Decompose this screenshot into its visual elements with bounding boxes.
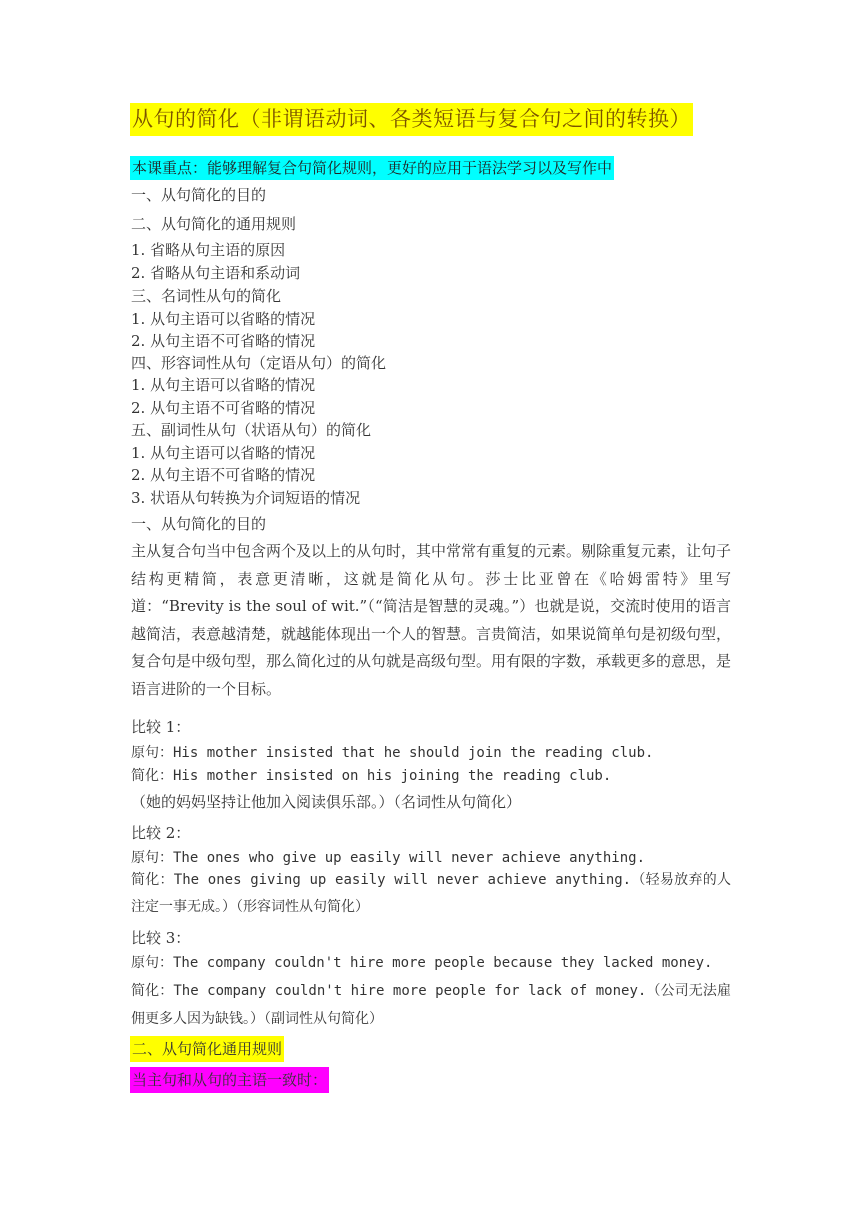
outline-item: 五、副词性从句（状语从句）的简化 [131, 421, 372, 439]
comparison-note: （她的妈妈坚持让他加入阅读俱乐部。）（名词性从句简化） [131, 793, 522, 811]
document-title: 从句的简化（非谓语动词、各类短语与复合句之间的转换） [130, 103, 693, 136]
lesson-focus: 本课重点：能够理解复合句简化规则，更好的应用于语法学习以及写作中 [130, 156, 614, 180]
outline-item: 1. 从句主语可以省略的情况 [131, 310, 316, 328]
outline-item: 2. 从句主语不可省略的情况 [131, 466, 316, 484]
comparison-label: 比较 1： [131, 718, 191, 736]
comparison-label: 比较 3： [131, 929, 191, 947]
outline-item: 四、形容词性从句（定语从句）的简化 [131, 354, 387, 372]
outline-item: 一、从句简化的目的 [131, 186, 267, 204]
section-heading: 一、从句简化的目的 [131, 515, 267, 533]
original-sentence: 原句：The company couldn't hire more people because they lacked money. [131, 955, 713, 971]
section-heading: 二、从句简化通用规则 [130, 1036, 284, 1062]
simplified-sentence: 简化：His mother insisted on his joining the reading club. [131, 768, 612, 784]
original-sentence: 原句：The ones who give up easily will never achieve anything. [131, 850, 646, 866]
outline-item: 1. 从句主语可以省略的情况 [131, 444, 316, 462]
comparison-label: 比较 2： [131, 824, 191, 842]
outline-item: 2. 省略从句主语和系动词 [131, 264, 301, 282]
original-sentence: 原句：His mother insisted that he should join the reading club. [131, 745, 654, 761]
simplified-sentence: 简化：The company couldn't hire more people for lack of money.（公司无法雇佣更多人因为缺钱。）（副词性从句简化） [131, 983, 731, 1027]
outline-item: 3. 状语从句转换为介词短语的情况 [131, 489, 361, 507]
outline-item: 三、名词性从句的简化 [131, 287, 282, 305]
outline-item: 2. 从句主语不可省略的情况 [131, 332, 316, 350]
outline-item: 1. 省略从句主语的原因 [131, 241, 286, 259]
outline-item: 二、从句简化的通用规则 [131, 215, 297, 233]
simplified-sentence: 简化：The ones giving up easily will never achieve anything.（轻易放弃的人注定一事无成。）（形容词性从句简化） [131, 872, 731, 915]
outline-item: 2. 从句主语不可省略的情况 [131, 399, 316, 417]
body-paragraph: 主从复合句当中包含两个及以上的从句时，其中常常有重复的元素。剔除重复元素，让句子结构更精简，表意更清晰，这就是简化从句。莎士比亚曾在《哈姆雷特》里写道：“Brevity is the soul of wit.”（“简洁是智慧的灵魂。”）也就是说，交流时使用的语言越简洁，表意越清楚，就越能体现出一个人的智慧。言贵简洁，如果说简单句是初级句型，复合句是中级句型，那么简化过的从句就是高级句型。用有限的字数，承载更多的意思，是语言进阶的一个目标。 [131, 542, 732, 698]
outline-item: 1. 从句主语可以省略的情况 [131, 376, 316, 394]
section-subheading: 当主句和从句的主语一致时： [130, 1067, 329, 1093]
